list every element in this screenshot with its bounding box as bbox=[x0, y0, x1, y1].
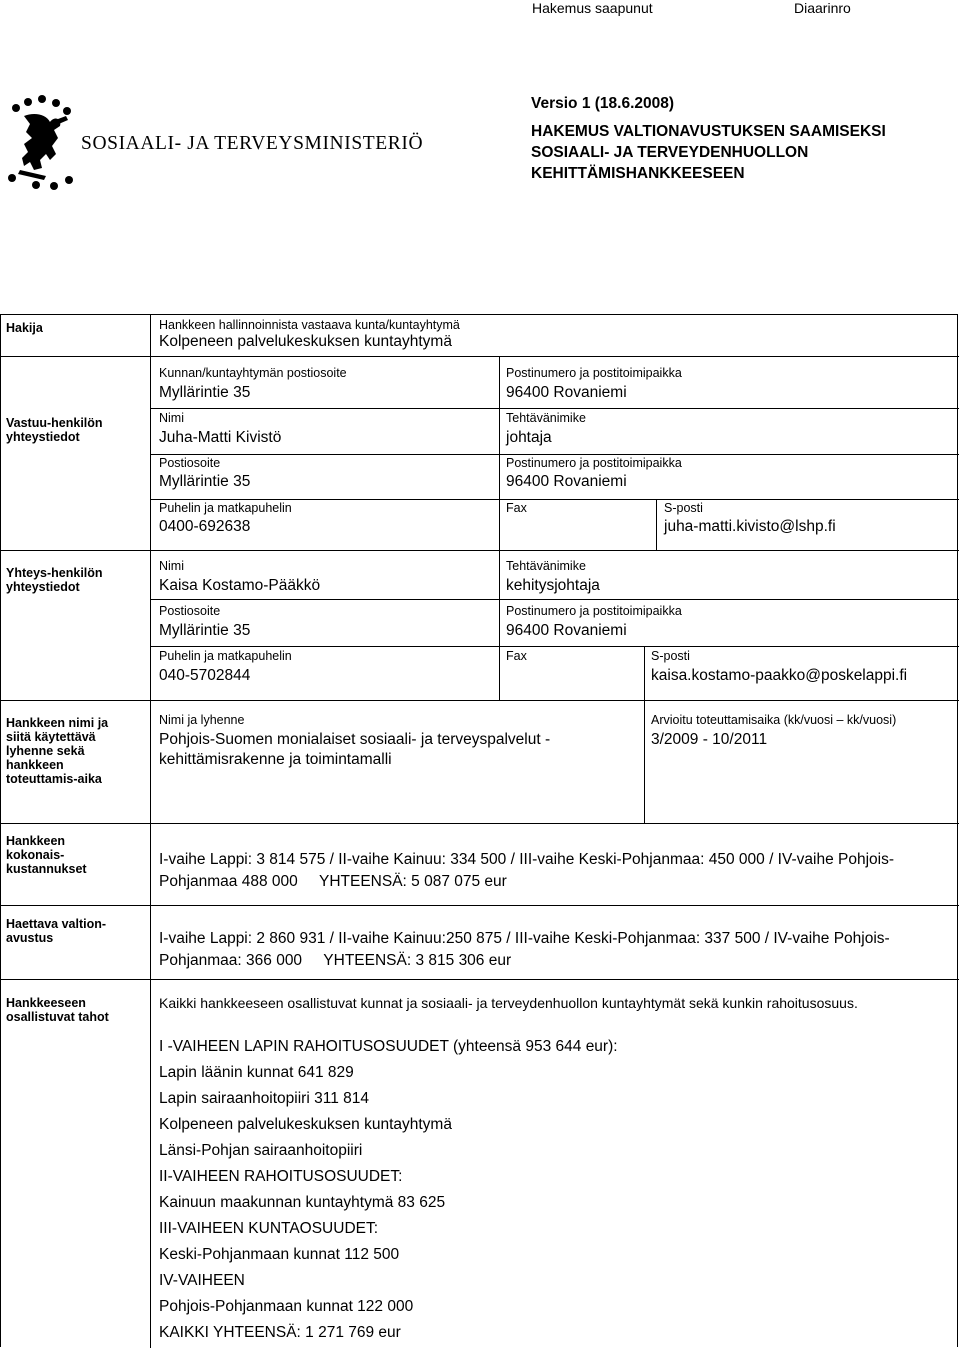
participants-intro: Kaikki hankkeeseen osallistuvat kunnat ja sosiaali- ja terveydenhuollon kuntayhtymät sekä kunkin rahoitusosuus. bbox=[159, 995, 858, 1011]
lion-coat-of-arms-icon bbox=[6, 94, 76, 190]
participants-line: Länsi-Pohjan sairaanhoitopiiri bbox=[159, 1142, 363, 1159]
participants-line: Pohjois-Pohjanmaan kunnat 122 000 bbox=[159, 1298, 414, 1315]
received-label: Hakemus saapunut bbox=[532, 0, 653, 16]
contact-address-value: Myllärintie 35 bbox=[159, 622, 251, 639]
cell-divider bbox=[151, 646, 959, 647]
contact-title-label: Tehtävänimike bbox=[506, 559, 586, 573]
row-divider bbox=[1, 700, 959, 701]
contact-title-value: kehitysjohtaja bbox=[506, 577, 600, 594]
cell-divider bbox=[644, 646, 645, 700]
row-divider bbox=[1, 550, 959, 551]
participants-line: Lapin läänin kunnat 641 829 bbox=[159, 1064, 354, 1081]
contact-email-label: S-posti bbox=[651, 649, 690, 663]
cell-divider bbox=[151, 499, 959, 500]
row-divider bbox=[1, 356, 959, 357]
responsible-address-label: Postiosoite bbox=[159, 456, 221, 470]
requested-grant-value: I-vaihe Lappi: 2 860 931 / II-vaihe Kainuu:250 875 / III-vaihe Keski-Pohjanmaa: 337 500 / IV-vaihe Pohjois-Pohjanmaa: 366 000 YHTEENSÄ: 3 815 306 eur bbox=[159, 930, 890, 969]
cell-divider bbox=[499, 356, 500, 550]
participants-line: Keski-Pohjanmaan kunnat 112 500 bbox=[159, 1246, 400, 1263]
org-postal-value: 96400 Rovaniemi bbox=[506, 384, 627, 401]
row-divider bbox=[1, 823, 959, 824]
responsible-address-value: Myllärintie 35 bbox=[159, 473, 251, 490]
org-address-label: Kunnan/kuntayhtymän postiosoite bbox=[159, 366, 347, 380]
cell-divider bbox=[499, 550, 500, 700]
requested-grant-section-label: Haettava valtion-avustus bbox=[6, 917, 107, 945]
cell-divider bbox=[151, 454, 959, 455]
ministry-name: SOSIAALI- JA TERVEYSMINISTERIÖ bbox=[81, 133, 424, 154]
form-title-line-2: SOSIAALI- JA TERVEYDENHUOLLON bbox=[531, 144, 809, 161]
column-divider bbox=[150, 315, 151, 1348]
contact-fax-label: Fax bbox=[506, 649, 527, 663]
contact-phone-label: Puhelin ja matkapuhelin bbox=[159, 649, 292, 663]
participants-section-label: Hankkeeseen osallistuvat tahot bbox=[6, 996, 109, 1024]
form-title-line-1: HAKEMUS VALTIONAVUSTUKSEN SAAMISEKSI bbox=[531, 123, 886, 140]
project-name-value: Pohjois-Suomen monialaiset sosiaali- ja terveyspalvelut - kehittämisrakenne ja toimintamalli bbox=[159, 731, 551, 768]
org-postal-label: Postinumero ja postitoimipaikka bbox=[506, 366, 682, 380]
responsible-postal-value: 96400 Rovaniemi bbox=[506, 473, 627, 490]
applicant-section-label: Hakija bbox=[6, 321, 43, 335]
responsible-fax-label: Fax bbox=[506, 501, 527, 515]
participants-line: IV-VAIHEEN bbox=[159, 1272, 245, 1289]
contact-postal-value: 96400 Rovaniemi bbox=[506, 622, 627, 639]
project-section-label: Hankkeen nimi ja siitä käytettävä lyhenne sekä hankkeen toteuttamis-aika bbox=[6, 716, 109, 786]
participants-line: III-VAIHEEN KUNTAOSUUDET: bbox=[159, 1220, 379, 1237]
participants-line: KAIKKI YHTEENSÄ: 1 271 769 eur bbox=[159, 1324, 401, 1341]
total-costs-value: I-vaihe Lappi: 3 814 575 / II-vaihe Kainuu: 334 500 / III-vaihe Keski-Pohjanmaa: 450 000 / IV-vaihe Pohjois-Pohjanmaa 488 000 YHTEENSÄ: 5 087 075 eur bbox=[159, 851, 894, 890]
participants-line: I -VAIHEEN LAPIN RAHOITUSOSUUDET (yhteensä 953 644 eur): bbox=[159, 1038, 618, 1055]
cell-divider bbox=[644, 700, 645, 823]
org-address-value: Myllärintie 35 bbox=[159, 384, 251, 401]
contact-name-label: Nimi bbox=[159, 559, 184, 573]
responsible-postal-label: Postinumero ja postitoimipaikka bbox=[506, 456, 682, 470]
participants-line: II-VAIHEEN RAHOITUSOSUUDET: bbox=[159, 1168, 403, 1185]
contact-person-section-label: Yhteys-henkilön yhteystiedot bbox=[6, 566, 103, 594]
responsible-name-label: Nimi bbox=[159, 411, 184, 425]
project-name-label: Nimi ja lyhenne bbox=[159, 713, 245, 727]
participants-line: Lapin sairaanhoitopiiri 311 814 bbox=[159, 1090, 369, 1107]
cell-divider bbox=[151, 408, 959, 409]
row-divider bbox=[1, 979, 959, 980]
diary-number-label: Diaarinro bbox=[794, 0, 851, 16]
cell-divider bbox=[151, 599, 959, 600]
cell-divider bbox=[656, 499, 657, 550]
total-costs-section-label: Hankkeen kokonais-kustannukset bbox=[6, 834, 87, 876]
responsible-email-label: S-posti bbox=[664, 501, 703, 515]
participants-list bbox=[159, 1034, 939, 1346]
duration-value: 3/2009 - 10/2011 bbox=[651, 731, 768, 748]
responsible-phone-value: 0400-692638 bbox=[159, 518, 251, 535]
responsible-person-section-label: Vastuu-henkilön yhteystiedot bbox=[6, 416, 103, 444]
responsible-name-value: Juha-Matti Kivistö bbox=[159, 429, 282, 446]
contact-postal-label: Postinumero ja postitoimipaikka bbox=[506, 604, 682, 618]
contact-address-label: Postiosoite bbox=[159, 604, 221, 618]
row-divider bbox=[1, 905, 959, 906]
responsible-email-value: juha-matti.kivisto@lshp.fi bbox=[664, 518, 836, 535]
contact-name-value: Kaisa Kostamo-Pääkkö bbox=[159, 577, 321, 594]
responsible-title-value: johtaja bbox=[506, 429, 552, 446]
participants-line: Kolpeneen palvelukeskuksen kuntayhtymä bbox=[159, 1116, 452, 1133]
version-label: Versio 1 (18.6.2008) bbox=[531, 95, 675, 112]
managing-municipality-value: Kolpeneen palvelukeskuksen kuntayhtymä bbox=[159, 333, 452, 350]
contact-phone-value: 040-5702844 bbox=[159, 667, 251, 684]
participants-line: Kainuun maakunnan kuntayhtymä 83 625 bbox=[159, 1194, 446, 1211]
responsible-phone-label: Puhelin ja matkapuhelin bbox=[159, 501, 292, 515]
duration-label: Arvioitu toteuttamisaika (kk/vuosi – kk/vuosi) bbox=[651, 713, 897, 727]
managing-municipality-label: Hankkeen hallinnoinnista vastaava kunta/kuntayhtymä bbox=[159, 318, 460, 332]
contact-email-value: kaisa.kostamo-paakko@poskelappi.fi bbox=[651, 667, 908, 684]
responsible-title-label: Tehtävänimike bbox=[506, 411, 586, 425]
form-title-line-3: KEHITTÄMISHANKKEESEEN bbox=[531, 165, 745, 182]
